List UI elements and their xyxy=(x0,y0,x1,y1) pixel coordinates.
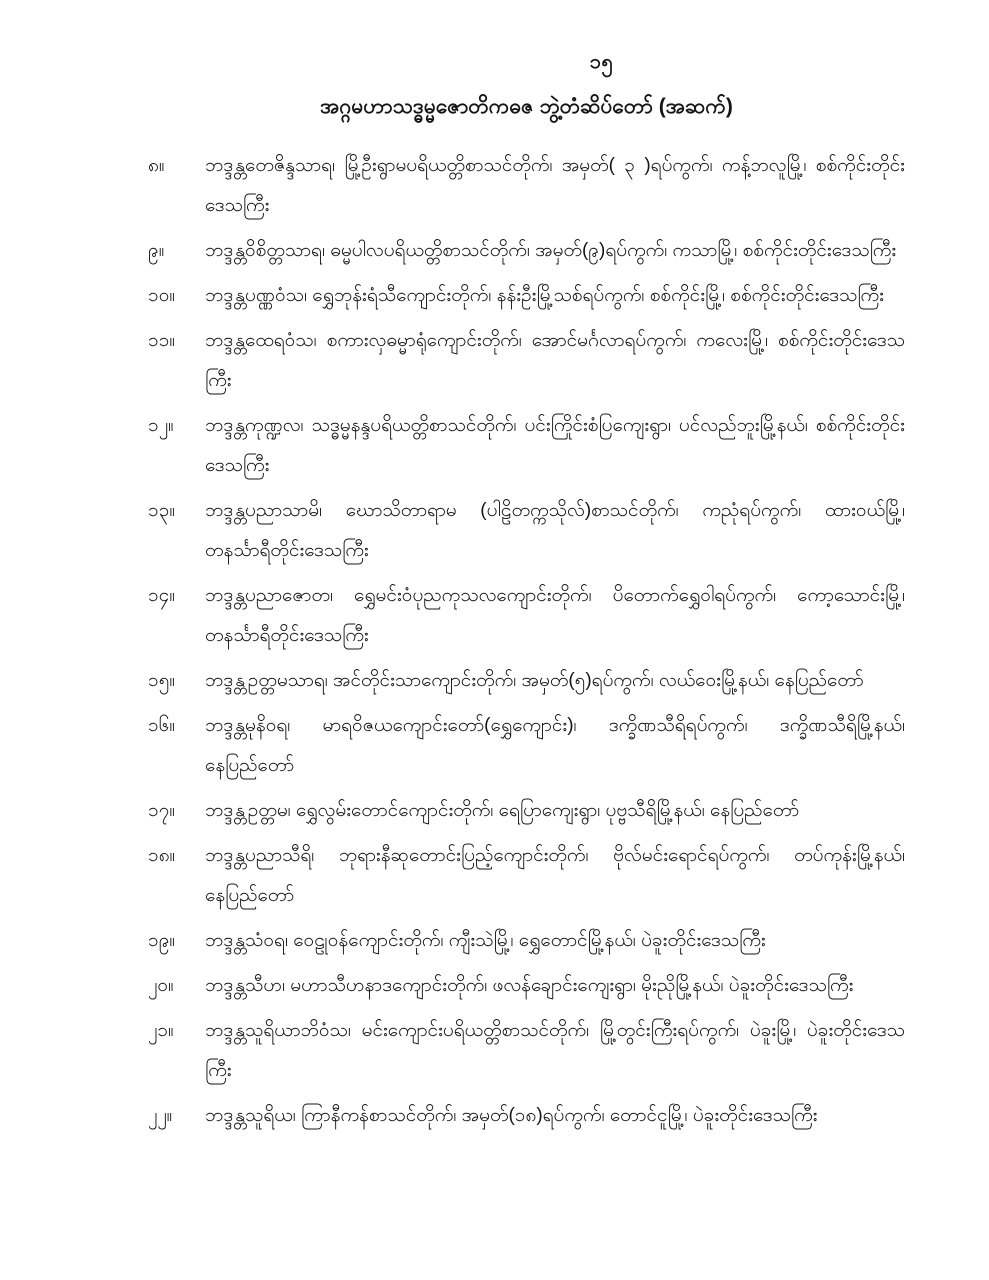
list-item-number: ၁၅။ xyxy=(148,670,176,691)
list-item-text: ဘဒ္ဒန္တသူရိယ၊ ကြာနီကန်စာသင်တိုက်၊ အမှတ်(၁၈)ရပ်ကွက်၊ တောင်ငူမြို့၊ ပဲခူးတိုင်းဒေသကြီး xyxy=(205,1105,818,1126)
list-item xyxy=(148,1096,905,1136)
list-item xyxy=(148,966,905,1006)
list-item-number: ၁၆။ xyxy=(148,715,176,736)
list-item-number: ၁၉။ xyxy=(148,930,176,951)
list-item xyxy=(148,491,905,571)
list-item-number: ၂၀။ xyxy=(148,975,174,996)
list-item-number: ၉။ xyxy=(148,240,165,261)
document-title: အဂ္ဂမဟာသဒ္ဓမ္မဇောတိကဓဇ ဘွဲ့တံဆိပ်တော် (အဆက်) xyxy=(320,95,733,118)
list-item-text: ဘဒ္ဒန္တတေဇိန္ဒသာရ၊ မြို့ဦးရွာမပရိယတ္တိစာသင်တိုက်၊ အမှတ်( ၃ )ရပ်ကွက်၊ ကန့်ဘလူမြို့၊ စစ်ကိုင်းတိုင်းဒေသကြီး xyxy=(205,155,905,216)
list-item xyxy=(148,576,905,656)
list-item xyxy=(148,1011,905,1091)
list-item-text: ဘဒ္ဒန္တကုဏ္ဍလ၊ သဒ္ဓမ္မနန္ဒပရိယတ္တိစာသင်တိုက်၊ ပင်းကြိုင်းစံပြကျေးရွာ၊ ပင်လည်ဘူးမြို့နယ်၊ စစ်ကိုင်းတိုင်းဒေသကြီး xyxy=(205,415,905,476)
list-item xyxy=(148,146,905,226)
list-item xyxy=(148,321,905,401)
list-item xyxy=(148,921,905,961)
list-item xyxy=(148,661,905,701)
list-item-text: ဘဒ္ဒန္တဥတ္တမ၊ ရွှေလွမ်းတောင်ကျောင်းတိုက်၊ ရေပြာကျေးရွာ၊ ပုဗ္ဗသီရိမြို့နယ်၊ နေပြည်တော် xyxy=(205,800,800,821)
list-item xyxy=(148,231,905,271)
list-item-text: ဘဒ္ဒန္တထေရဝံသ၊ စကားလှဓမ္မာရုံကျောင်းတိုက်၊ အောင်မင်္ဂလာရပ်ကွက်၊ ကလေးမြို့၊ စစ်ကိုင်းတိုင်းဒေသကြီး xyxy=(205,330,905,391)
list-item-text: ဘဒ္ဒန္တမုနိဝရ၊ မာရဝိဇယကျောင်းတော်(ရွှေကျောင်း)၊ ဒက္ခိဏသီရိရပ်ကွက်၊ ဒက္ခိဏသီရိမြို့နယ်၊ နေပြည်တော် xyxy=(205,715,905,776)
list-item-number: ၁၃။ xyxy=(148,500,176,521)
list-item-number: ၈။ xyxy=(148,155,165,176)
list-item xyxy=(148,791,905,831)
list-item xyxy=(148,836,905,916)
list-item-number: ၁၂။ xyxy=(148,415,174,436)
page-number: ၁၅ xyxy=(589,51,614,73)
list-item xyxy=(148,706,905,786)
list-item-text: ဘဒ္ဒန္တပညာသီရိ၊ ဘုရားနီဆုတောင်းပြည့်ကျောင်းတိုက်၊ ဗိုလ်မင်းရောင်ရပ်ကွက်၊ တပ်ကုန်းမြို့နယ်၊ နေပြည်တော် xyxy=(205,845,905,906)
list-item-text: ဘဒ္ဒန္တသီဟ၊ မဟာသီဟနာဒကျောင်းတိုက်၊ ဖလန်ချောင်းကျေးရွာ၊ မိုးညိုမြို့နယ်၊ ပဲခူးတိုင်းဒေသကြီး xyxy=(205,975,854,996)
list-item-text: ဘဒ္ဒန္တဥတ္တမသာရ၊ အင်တိုင်းသာကျောင်းတိုက်၊ အမှတ်(၅)ရပ်ကွက်၊ လယ်ဝေးမြို့နယ်၊ နေပြည်တော် xyxy=(205,670,864,691)
list-item-text: ဘဒ္ဒန္တဝိစိတ္တသာရ၊ ဓမ္မပါလပရိယတ္တိစာသင်တိုက်၊ အမှတ်(၉)ရပ်ကွက်၊ ကသာမြို့၊ စစ်ကိုင်းတိုင်းဒေသကြီး xyxy=(205,240,897,261)
list-item-number: ၂၂။ xyxy=(148,1105,173,1126)
list-item-number: ၁၁။ xyxy=(148,330,176,351)
list-item xyxy=(148,406,905,486)
list-item-number: ၁၀။ xyxy=(148,285,176,306)
list-item-text: ဘဒ္ဒန္တပညာသာမိ၊ ဃောသိတာရာမ (ပါဠိတက္ကသိုလ်)စာသင်တိုက်၊ ကညုံရပ်ကွက်၊ ထားဝယ်မြို့၊ တနင်္သာရီတိုင်းဒေသကြီး xyxy=(205,500,905,561)
list-item-number: ၁၇။ xyxy=(148,800,176,821)
list-item-number: ၁၄။ xyxy=(148,585,176,606)
list-item-number: ၁၈။ xyxy=(148,845,176,866)
honoree-list xyxy=(148,146,905,1136)
list-item-text: ဘဒ္ဒန္တသံဝရ၊ ဝေဠုဝန်ကျောင်းတိုက်၊ ကျီးသဲမြို့၊ ရွှေတောင်မြို့နယ်၊ ပဲခူးတိုင်းဒေသကြီး xyxy=(205,930,766,951)
list-item-number: ၂၁။ xyxy=(148,1020,174,1041)
list-item-text: ဘဒ္ဒန္တပညာဇောတ၊ ရွှေမင်းဝံပုညကုသလကျောင်းတိုက်၊ ပိတောက်ရွှေဝါရပ်ကွက်၊ ကော့သောင်းမြို့၊ တနင်္သာရီတိုင်းဒေသကြီး xyxy=(205,585,905,646)
list-item-text: ဘဒ္ဒန္တသူရိယာဘိဝံသ၊ မင်းကျောင်းပရိယတ္တိစာသင်တိုက်၊ မြို့တွင်းကြီးရပ်ကွက်၊ ပဲခူးမြို့၊ ပဲခူးတိုင်းဒေသကြီး xyxy=(205,1020,905,1081)
list-item xyxy=(148,276,905,316)
list-item-text: ဘဒ္ဒန္တပဏ္ဏဝံသ၊ ရွှေဘုန်းရံသီကျောင်းတိုက်၊ နန်းဦးမြို့သစ်ရပ်ကွက်၊ စစ်ကိုင်းမြို့၊ စစ်ကိုင်းတိုင်းဒေသကြီး xyxy=(205,285,884,306)
